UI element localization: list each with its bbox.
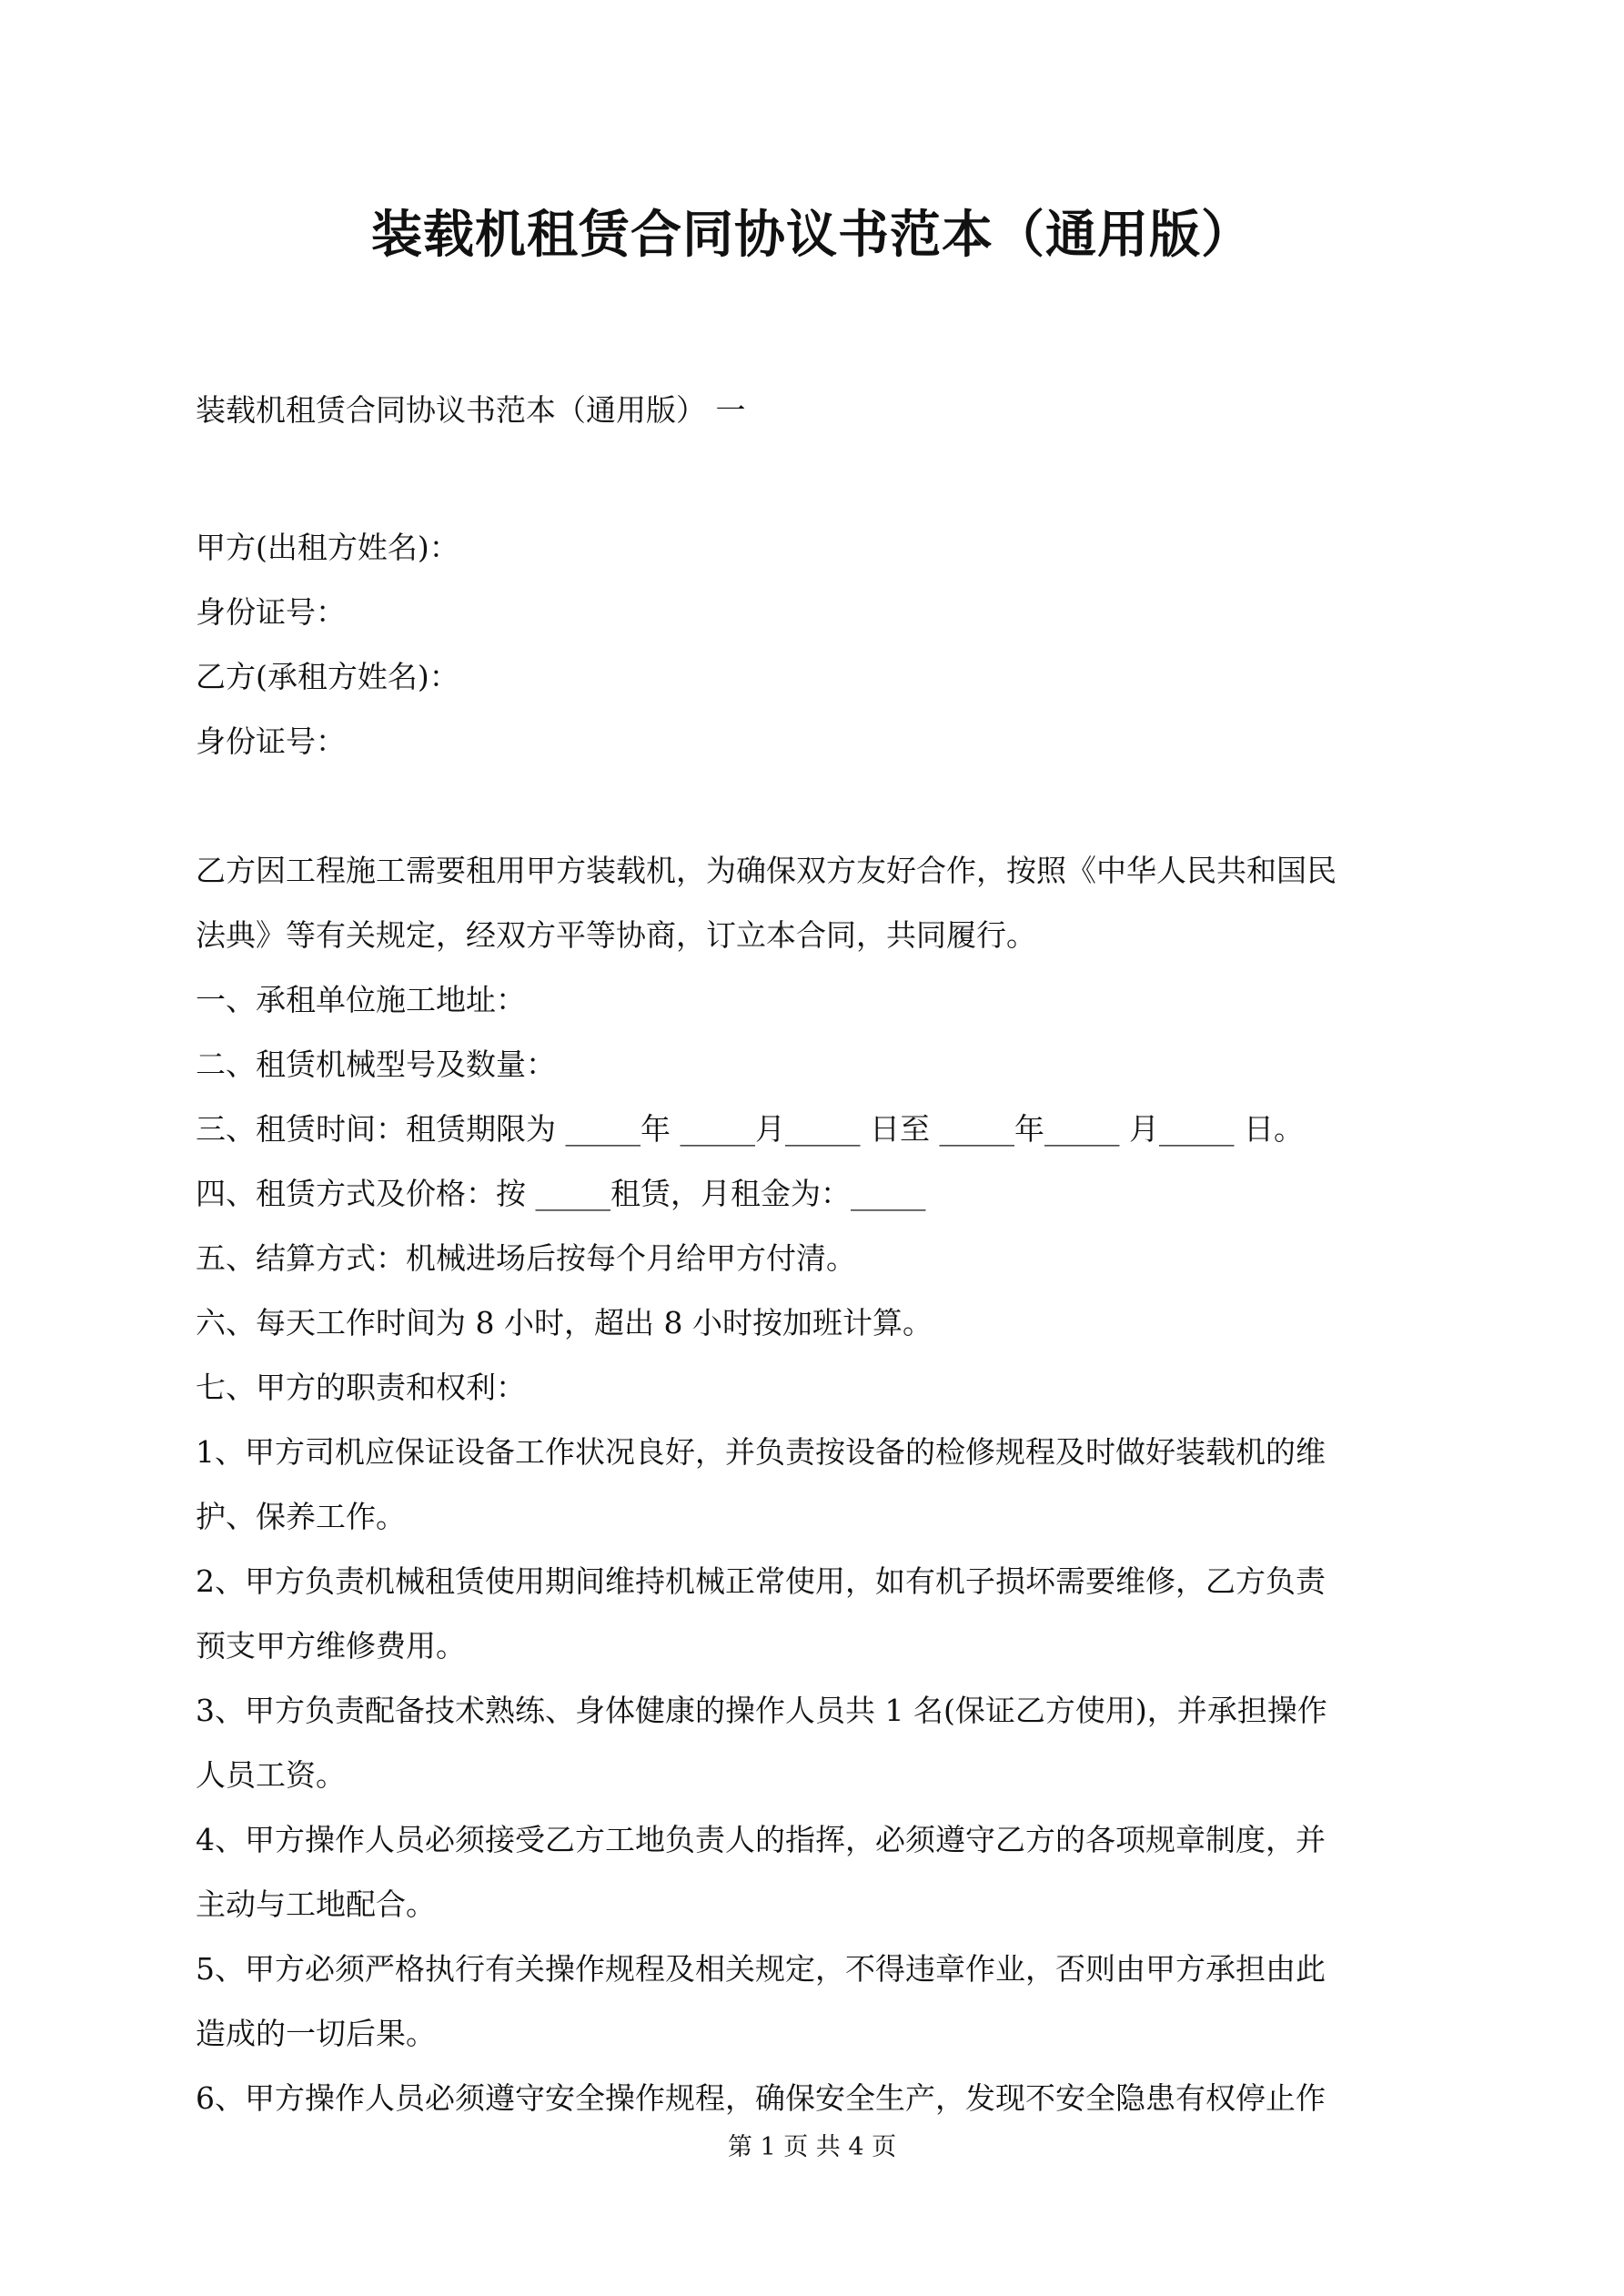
clause-7-item-1: 1、甲方司机应保证设备工作状况良好，并负责按设备的检修规程及时做好装载机的维 bbox=[196, 1434, 1326, 1470]
clause-7-item-5-cont: 造成的一切后果。 bbox=[196, 2016, 436, 2051]
clause-7-item-3: 3、甲方负责配备技术熟练、身体健康的操作人员共 1 名(保证乙方使用)，并承担操作 bbox=[196, 1693, 1327, 1728]
document-title: 装载机租赁合同协议书范本（通用版） bbox=[371, 205, 1253, 265]
clause-7-item-4-cont: 主动与工地配合。 bbox=[196, 1886, 436, 1922]
document-subtitle: 装载机租赁合同协议书范本（通用版） 一 bbox=[196, 392, 746, 428]
clause-7-item-2: 2、甲方负责机械租赁使用期间维持机械正常使用，如有机子损坏需要维修，乙方负责 bbox=[196, 1563, 1326, 1599]
clause-4-lease-price: 四、租赁方式及价格：按 _____租赁，月租金为：_____ bbox=[196, 1176, 926, 1211]
clause-5-settlement: 五、结算方式：机械进场后按每个月给甲方付清。 bbox=[196, 1240, 856, 1276]
clause-7-heading: 七、甲方的职责和权利： bbox=[196, 1370, 526, 1405]
document-body bbox=[196, 378, 1442, 2130]
clause-7-item-3-cont: 人员工资。 bbox=[196, 1757, 346, 1793]
party-a-name: 甲方(出租方姓名)： bbox=[196, 530, 459, 565]
party-a-id: 身份证号： bbox=[196, 594, 346, 630]
clause-7-item-5: 5、甲方必须严格执行有关操作规程及相关规定，不得违章作业，否则由甲方承担由此 bbox=[196, 1951, 1326, 1987]
spacer bbox=[196, 442, 1442, 515]
clause-7-item-6: 6、甲方操作人员必须遵守安全操作规程，确保安全生产，发现不安全隐患有权停止作 bbox=[196, 2080, 1326, 2116]
clause-6-working-hours: 六、每天工作时间为 8 小时，超出 8 小时按加班计算。 bbox=[196, 1305, 933, 1340]
clause-2-machine-model: 二、租赁机械型号及数量： bbox=[196, 1047, 556, 1082]
preamble-line: 乙方因工程施工需要租用甲方装载机，为确保双方友好合作，按照《中华人民共和国民 bbox=[196, 853, 1337, 888]
clause-7-item-2-cont: 预支甲方维修费用。 bbox=[196, 1628, 466, 1664]
preamble-line: 法典》等有关规定，经双方平等协商，订立本合同，共同履行。 bbox=[196, 917, 1036, 953]
clause-3-lease-period: 三、租赁时间：租赁期限为 _____年 _____月_____ 日至 _____年_____ 月_____ 日。 bbox=[196, 1111, 1304, 1147]
spacer bbox=[196, 774, 1442, 838]
clause-7-item-1-cont: 护、保养工作。 bbox=[196, 1499, 406, 1534]
clause-7-item-4: 4、甲方操作人员必须接受乙方工地负责人的指挥，必须遵守乙方的各项规章制度，并 bbox=[196, 1822, 1326, 1857]
party-b-name: 乙方(承租方姓名)： bbox=[196, 659, 459, 694]
clause-1-site-address: 一、承租单位施工地址： bbox=[196, 982, 526, 1017]
page-number: 第 1 页 共 4 页 bbox=[727, 2133, 897, 2161]
party-b-id: 身份证号： bbox=[196, 723, 346, 759]
